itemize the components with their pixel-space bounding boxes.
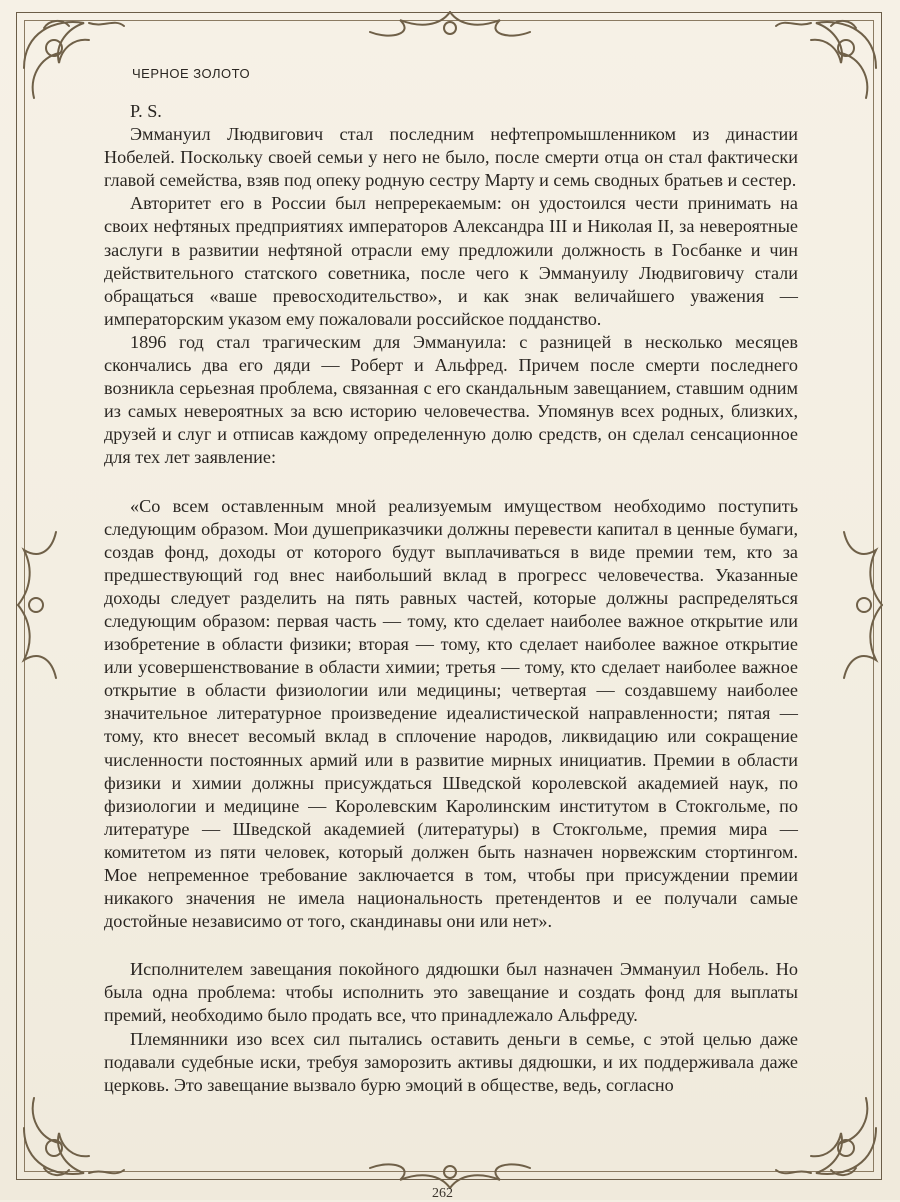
paragraph-4: Исполнителем завещания покойного дядюшки был назначен Эммануил Нобель. Но была одна проблема: чтобы исполнить это завещание и создать фонд для выплаты премий, необходимо было продать все, что принадлежало Альфреду. xyxy=(104,959,798,1026)
ps-heading: P. S. xyxy=(130,101,162,121)
right-side-ornament xyxy=(830,520,890,690)
page-number: 262 xyxy=(432,1186,453,1201)
corner-ornament-bottom-right xyxy=(766,1088,886,1188)
paragraph-5: Племянники изо всех сил пытались оставить деньги в семье, с этой целью даже подавали судебные иски, требуя заморозить активы дядюшки, и их поддерживала даже церковь. Это завещание вызвало бурю эмоций в обществе, ведь, согласно xyxy=(104,1028,798,1095)
corner-ornament-top-right xyxy=(766,8,886,108)
left-side-ornament xyxy=(10,520,70,690)
paragraph-1: Эммануил Людвигович стал последним нефтепромышленником из династии Нобелей. Поскольку своей семьи у него не было, после смерти отца он стал фактически главой семейства, взяв под опеку родную сестру Марту и семь сводных братьев и сестер. xyxy=(104,124,798,191)
corner-ornament-bottom-left xyxy=(14,1088,134,1188)
corner-ornament-top-left xyxy=(14,8,134,108)
testament-quote: «Со всем оставленным мной реализуемым имуществом необходимо поступить следующим образом. Мои душеприказчики должны перевести капитал в ценные бумаги, создав фонд, доходы от которого будут выплачиваться в виде премии тем, кто за предшествующий год внес наибольший вклад в прогресс человечества. Указанные доходы следует разделить на пять равных частей, которые должны распределяться следующим образом: первая часть — тому, кто сделает наиболее важное открытие или изобретение в области физики; вторая — тому, кто сделает наиболее важное открытие или усовершенствование в области химии; третья — тому, кто сделает наиболее важное открытие в области физиологии или медицины; четвертая — создавшему наиболее значительное литературное произведение идеалистической направленности; пятая — тому, кто внесет весомый вклад в сплочение народов, ликвидацию или сокращение численности постоянных армий или в развитие мирных инициатив. Премии в области физики и химии должны присуждаться Шведской королевской академией наук, по физиологии и медицине — Королевским Каролинским институтом в Стокгольме, по литературе — Шведской академией (литературы) в Стокгольме, премия мира — комитетом из пяти человек, который должен быть назначен норвежским стортингом. Мое непременное требование заключается в том, чтобы при присуждении премии никакого значения не имела национальность претендентов и ее получали самые достойные независимо от того, скандинавы они или нет». xyxy=(104,495,798,932)
body-text xyxy=(104,100,798,1097)
paragraph-3: 1896 год стал трагическим для Эммануила: с разницей в несколько месяцев скончались два его дяди — Роберт и Альфред. Причем после смерти последнего возникла серьезная проблема, связанная с его скандальным завещанием, ставшим одним из самых невероятных за всю историю человечества. Упомянув всех родных, близких, друзей и слуг и отписав каждому определенную долю средств, он сделал сенсационное для тех лет заявление: xyxy=(104,331,798,468)
top-center-ornament xyxy=(360,6,540,50)
running-title: ЧЕРНОЕ ЗОЛОТО xyxy=(132,66,251,81)
paragraph-2: Авторитет его в России был непререкаемым: он удостоился чести принимать на своих нефтяных предприятиях императоров Александра III и Николая II, за невероятные заслуги в развитии нефтяной отрасли ему предложили должность в Госбанке и чин действительного статского советника, после чего к Эммануилу Людвиговичу стали обращаться «ваше превосходительство», и как знак величайшего уважения — императорским указом ему пожаловали российское подданство. xyxy=(104,193,798,329)
